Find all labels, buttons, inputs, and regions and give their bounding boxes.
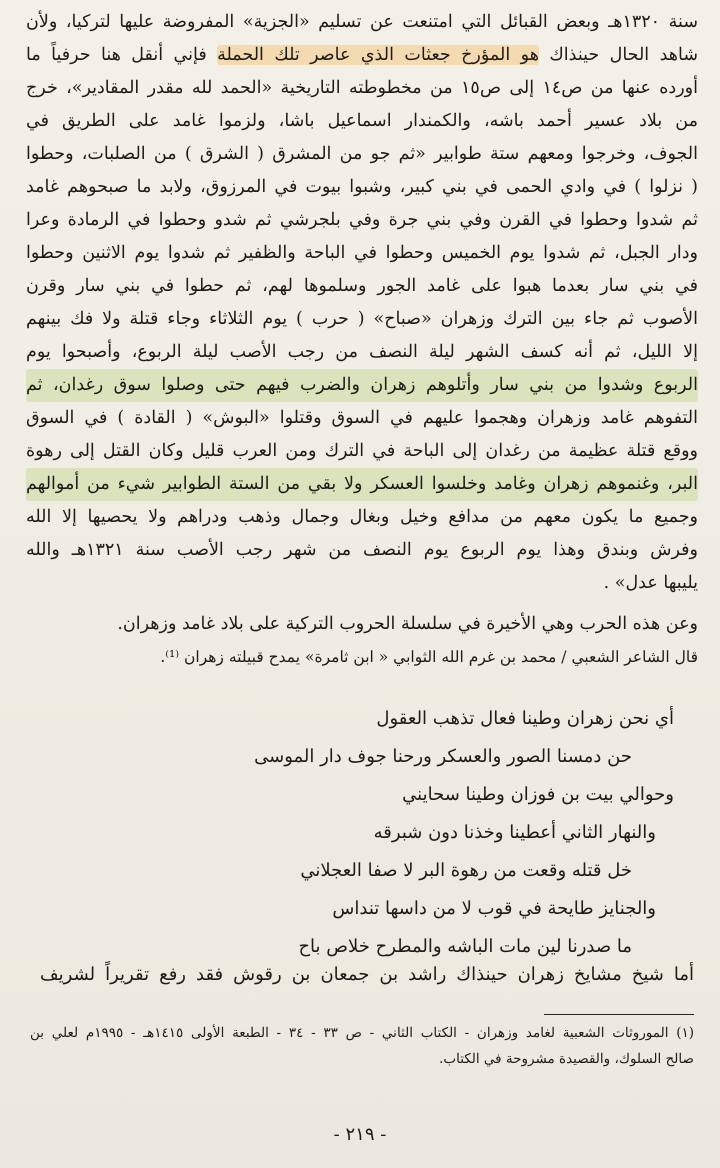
poem-verse: خل قتله وقعت من رهوة البر لا صفا العجلاني bbox=[300, 860, 632, 881]
text-line: وجميع ما يكون معهم من مدافع وخيل وبغال وجمال وذهب ودراهم ولا يحصيها إلا الله bbox=[26, 507, 698, 527]
text-line: ودار الجبل، ثم شدوا يوم الخميس وحطوا في الباحة والظفير ثم شدوا يوم الاثنين وحطوا bbox=[26, 243, 698, 263]
text-line: وفرش وبندق وهذا يوم الربوع يوم النصف من شهر رجب الأصب سنة ١٣٢١هـ والله bbox=[26, 540, 698, 560]
text-line: الجوف، وخرجوا ومعهم ستة طوابير «ثم جو من المشرق ( الشرق ) من الصلبات، وحطوا bbox=[26, 144, 698, 164]
poem-verse: والنهار الثاني أعطينا وخذنا دون شبرقه bbox=[373, 822, 656, 843]
footnote-line: صالح السلوك، والقصيدة مشروحة في الكتاب. bbox=[439, 1051, 694, 1067]
text-line: أورده عنها من ص١٤ إلى ص١٥ من مخطوطته التاريخية «الحمد لله مقدر المقادير»، خرج bbox=[26, 78, 698, 98]
text-line: يليبها عدل» . bbox=[603, 573, 698, 593]
text-line: قال الشاعر الشعبي / محمد بن غرم الله الثوابي « ابن ثامرة» يمدح قبيلته زهران ⁽¹⁾. bbox=[160, 648, 698, 666]
poem-introduction bbox=[26, 608, 698, 674]
poem-verse: وحوالي بيت بن فوزان وطينا سحايني bbox=[402, 784, 674, 805]
text-line: الأصوب ثم جاء بين الترك وزهران «صباح» ( حرب ) يوم الثلاثاء وجاء قتلة ولا فك بينهم bbox=[26, 309, 698, 329]
text-line: ثم شدوا وحطوا في القرن وفي بني جرة وفي بلجرشي ثم شدو وحطوا في الرمادة وعرا bbox=[26, 210, 698, 230]
text-line: سنة ١٣٢٠هـ وبعض القبائل التي امتنعت عن تسليم «الجزية» المفروضة عليها لتركيا، ولأن bbox=[26, 12, 698, 32]
poem-verse: حن دمسنا الصور والعسكر ورحنا جوف دار الموسى bbox=[254, 746, 632, 767]
poem bbox=[86, 700, 674, 966]
poem-verse: أي نحن زهران وطينا فعال تذهب العقول bbox=[376, 708, 674, 729]
text-line: إلا الليل، ثم أنه كسف الشهر ليلة النصف من رجب الأصب ليلة الربوع، وأصبحوا يوم bbox=[26, 342, 698, 362]
green-highlight-line: البر، وغنموهم زهران وغامد وخلسوا العسكر ولا بقي من الستة الطوابير شيء من أموالهم bbox=[26, 468, 698, 501]
footnote-divider bbox=[544, 1014, 694, 1015]
text-line: التفوهم غامد وزهران وهجموا عليهم في السوق وقتلوا «البوش» ( القادة ) في السوق bbox=[26, 408, 698, 428]
main-text bbox=[26, 6, 698, 674]
text-line: ( نزلوا ) في وادي الحمى في بني كبير، وشبوا بيوت في المرزوق، ولابد ما صبحوهم غامد bbox=[26, 177, 698, 197]
text-line: شاهد الحال حينذاك هو المؤرخ جعثات الذي عاصر تلك الحملة فإني أنقل هنا حرفياً ما bbox=[26, 45, 698, 65]
poem-verse: والجنايز طايحة في قوب لا من داسها تنداس bbox=[332, 898, 656, 919]
page-number: - ٢١٩ - bbox=[333, 1124, 387, 1145]
text-line: في بني سار بعدما هبوا على غامد الجور وسلموها لهم، ثم حطوا في بني سار وقرن bbox=[26, 276, 698, 296]
green-highlight-line: الربوع وشدوا من بني سار وأتلوهم زهران والضرب فيهم حتى وصلوا سوق رغدان، ثم bbox=[26, 369, 698, 402]
footnote-line: (١) الموروثات الشعبية لغامد وزهران - الكتاب الثاني - ص ٣٣ - ٣٤ - الطبعة الأولى ١٤١٥هـ - ١٩٩٥م لعلي بن bbox=[30, 1025, 695, 1041]
text-line: من بلاد عسير أحمد باشه، والكمندار اسماعيل باشا، ولزموا غامد على الطريق في bbox=[26, 111, 698, 131]
footnote bbox=[30, 1020, 694, 1072]
text-line: وعن هذه الحرب وهي الأخيرة في سلسلة الحروب التركية على بلاد غامد وزهران. bbox=[117, 614, 698, 634]
closing-line: أما شيخ مشايخ زهران حينذاك راشد بن جمعان بن رقوش فقد رفع تقريراً لشريف bbox=[40, 964, 694, 985]
orange-highlight: هو المؤرخ جعثات الذي عاصر تلك الحملة bbox=[217, 45, 539, 65]
poem-verse: ما صدرنا لين مات الباشه والمطرح خلاص باح bbox=[298, 936, 632, 957]
text-line: ووقع قتلة عظيمة من رغدان إلى الباحة في الترك ومن العرب قليل وكان القتل إلى رهوة bbox=[26, 441, 698, 461]
